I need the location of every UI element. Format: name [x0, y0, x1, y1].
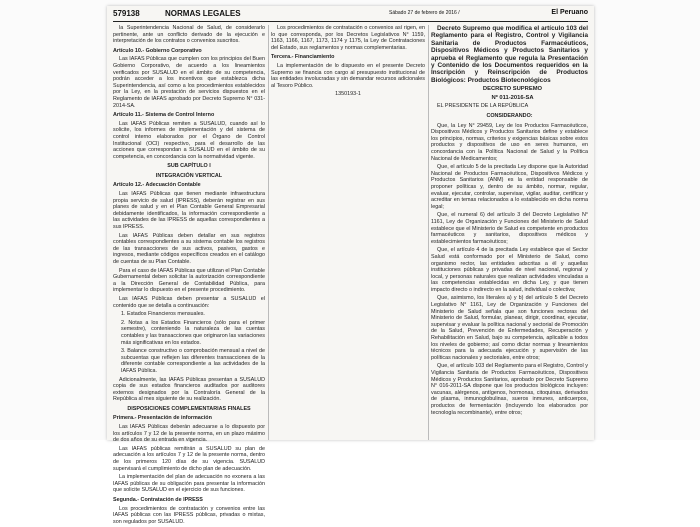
paragraph: Para el caso de IAFAS Públicas que utilizan el Plan Contable Gubernamental deben solicitar la autorización correspondiente a la Dirección General de Contabilidad Pública, para implementar lo dispuesto en el presente procedimiento. [113, 267, 265, 294]
paragraph: Las IAFAS Públicas deben presentar a SUSALUD el contenido que se detalla a continuación: [113, 295, 265, 309]
section-heading: INTEGRACIÓN VERTICAL [155, 172, 223, 179]
paragraph: Que, asimismo, los literales a) y b) del artículo 5 del Decreto Legislativo N° 1161, Ley de Organización y Funciones del Ministerio de Salud señala que son funciones rectoras del Ministerio de Salud, formular, planear, dirigir, coordinar, ejecutar, supervisar y evaluar la política nacional y sectorial de Promoción de la Salud, Prevención de Enfermedades, Recuperación y Rehabilitación en Salud, bajo su competencia, aplicable a todos los niveles de gobierno; así como dictar normas y lineamientos técnicos para la adecuada ejecución y supervisión de las políticas nacionales y sectoriales, entre otros; [431, 295, 588, 361]
section-title: NORMAS LEGALES [165, 9, 241, 18]
paragraph: Los procedimientos de contratación y convenios entre las IAFAS públicas con las IPRESS públicas, privadas o mixtas, son regulados por SUSALUD. [113, 505, 265, 525]
column-1 [113, 25, 265, 527]
decree-number: Nº 011-2016-SA [491, 94, 534, 101]
article-heading: Artículo 11.- Sistema de Control Interno [113, 112, 215, 119]
list-item: 3. Balance constructivo o comprobación mensual a nivel de subcuentas que reflejen las diferentes transacciones de la diferente contable correspondiente a las actividades de la IAFAS Pública. [121, 348, 265, 374]
column-3 [431, 25, 588, 418]
paragraph: Las IAFAS Públicas deben detallar en sus registros contables correspondientes a su sistema contable los registros de las transacciones de sus activos, pasivos, gastos e ingresos, mediante códigos específicos creados en el catálogo de cuentas de su Plan Contable. [113, 232, 265, 265]
paragraph: Que, el artículo 5 de la precitada Ley dispone que la Autoridad Nacional de Productos Farmacéuticos, Dispositivos Médicos y Productos Sanitarios (ANM) es la entidad responsable de proponer políticas y, dentro de su ámbito, normar, regular, evaluar, ejecutar, controlar, supervisar, vigilar, auditar, certificar y acreditar en temas relacionados a lo establecido en dicha norma legal; [431, 164, 588, 210]
list-item: 1. Estados Financieros mensuales. [121, 311, 205, 318]
list-item: 2. Notas a los Estados Financieros (sólo para el primer semestre), conteniendo la naturaleza de las cuentas contables y las transacciones que originaron las variaciones más significativas en los estados. [121, 319, 265, 346]
section-heading: SUB CAPÍTULO I [167, 163, 211, 170]
paragraph: Que, el artículo 4 de la precitada Ley establece que el Sector Salud está conformado por el Ministerio de Salud, como organismo rector, las entidades adscritas a él y aquellas instituciones públicas y privadas de nivel nacional, regional y local, y personas naturales que realizan actividades vinculadas a las competencias establecidas en dicha Ley, y que tienen impacto directo o indirecto en la salud, individual o colectiva; [431, 247, 588, 293]
paragraph: Los procedimientos de contratación o convenios así rigen, en lo que corresponda, por los Decretos Legislativos N° 1159, 1163, 1166, 1167, 1173, 1174 y 1175, la Ley de Contrataciones del Estado, sus reglamentos y normas complementarias. [271, 25, 425, 51]
paragraph: Que, el numeral 6) del artículo 3 del Decreto Legislativo N° 1161, Ley de Organización y Funciones del Ministerio de Salud establece que el Ministerio de Salud es competente en productos farmacéuticos y sanitarios, dispositivos médicos y establecimientos farmacéuticos; [431, 212, 588, 245]
paragraph: Las IAFAS Públicas que cumplen con los principios del Buen Gobierno Corporativo, de acuerdo a los lineamientos verificados por SUSALUD en el ámbito de su competencia, podrán acceder a los incentivos que establezca dicha Superintendencia, así como a los procedimientos establecidos por la Ley, en la prestación de servicios dispuestos en el Reglamento de IAFAS aprobado por Decreto Supremo N° 031-2014-SA. [113, 56, 265, 109]
header-rule [113, 21, 588, 22]
column-2 [271, 25, 425, 102]
paragraph: la Superintendencia Nacional de Salud, de considerarlo pertinente, ante un conflicto derivado de la ejecución e interpretación de los contratos o convenios suscritos. [113, 25, 265, 45]
paragraph: Adicionalmente, las IAFAS Públicas presentan a SUSALUD copia de sus estados financieros auditados por auditores externos designados por la Contraloría General de la República al mes siguiente de su realización. [113, 376, 265, 403]
paragraph: EL PRESIDENTE DE LA REPÚBLICA [437, 103, 529, 110]
column-divider [268, 25, 269, 440]
decree-title: Decreto Supremo que modifica el artículo 103 del Reglamento para el Registro, Control y Vigilancia Sanitaria de Productos Farmacéuticos, Dispositivos Médicos y Productos Sanitarios y aprueba el Reglamento que regula la Presentación y Contenido de los Documentos requeridos en la Inscripción y Reinscripción de Productos Biológicos: Productos Biotecnológicos [431, 25, 588, 84]
article-heading: Primera.- Presentación de información [113, 415, 212, 422]
paragraph: Las IAFAS Públicas que tienen mediante infraestructura propia servicio de salud (IPRESS), deberán registrar en sus planes de salud y en el Plan Contable General Empresarial debidamente identificados, la información correspondiente a las actividades de las IPRESS de aquellas correspondientes a sus IPRESS. [113, 191, 265, 231]
decree-number: DECRETO SUPREMO [482, 86, 543, 93]
article-heading: Segunda.- Contratación de IPRESS [113, 497, 203, 503]
paragraph: Que, la Ley N° 29459, Ley de los Productos Farmacéuticos, Dispositivos Médicos y Productos Sanitarios define y establece los principios, normas, criterios y exigencias básicas sobre estos productos y dispositivos de uso en seres humanos, en concordancia con la Política Nacional de Salud y la Política Nacional de Medicamentos; [431, 122, 588, 162]
publication-date: Sábado 27 de febrero de 2016 / [389, 10, 460, 16]
newspaper-name: El Peruano [551, 9, 588, 16]
reference-number: 1350193-1 [335, 91, 361, 98]
paragraph: La implementación de lo dispuesto en el presente Decreto Supremo se financia con cargo al presupuesto institucional de las entidades involucradas y sin demandar recursos adicionales al Tesoro Público. [271, 62, 425, 89]
page-header [113, 9, 588, 21]
newspaper-page [107, 6, 594, 525]
article-heading: Tercera.- Financiamiento [271, 54, 335, 61]
column-divider [428, 25, 429, 440]
section-heading: CONSIDERANDO: [486, 113, 533, 120]
paragraph: Las IAFAS públicas remitirán a SUSALUD su plan de adecuación a los artículos 7 y 12 de la presente norma, dentro de los primeros 120 días de su vigencia. SUSALUD supervisará el cumplimiento de dicho plan de adecuación. [113, 445, 265, 472]
article-heading: Artículo 10.- Gobierno Corporativo [113, 47, 202, 54]
paragraph: Las IAFAS Públicas deberán adecuarse a lo dispuesto por los artículos 7 y 12 de la presente norma, en un plazo máximo de dos años de su entrada en vigencia. [113, 424, 265, 444]
paragraph: Que, el artículo 103 del Reglamento para el Registro, Control y Vigilancia Sanitaria de Productos Farmacéuticos, Dispositivos Médicos y Productos Sanitarios, aprobado por Decreto Supremo N° 016-2011-SA dispone que los productos biológicos incluyen: vacunas, alérgenos, antígenos, hormonas, citoquinas, derivados de plasma, inmunoglobulinas, sueros inmunes, anticuerpos, productos de fermentación (incluyendo los elaborados por tecnología recombinante), entre otros; [431, 363, 588, 416]
paragraph: La implementación del plan de adecuación no exonera a las IAFAS públicas de su obligación para presentar la información que solicite SUSALUD en el ejercicio de sus funciones. [113, 474, 265, 494]
page-number: 579138 [113, 9, 140, 18]
article-heading: Artículo 12.- Adecuación Contable [113, 182, 201, 189]
paragraph: Las IAFAS Públicas remiten a SUSALUD, cuando así lo solicite, los informes de implementación y del sistema de control interno elaborados por el Órgano de Control Institucional (OCI) respectivo, para el desarrollo de las acciones que correspondan a SUSALUD en el ámbito de su competencia, en concordancia con la normatividad vigente. [113, 120, 265, 160]
section-heading: DISPOSICIONES COMPLEMENTARIAS FINALES [127, 405, 251, 412]
